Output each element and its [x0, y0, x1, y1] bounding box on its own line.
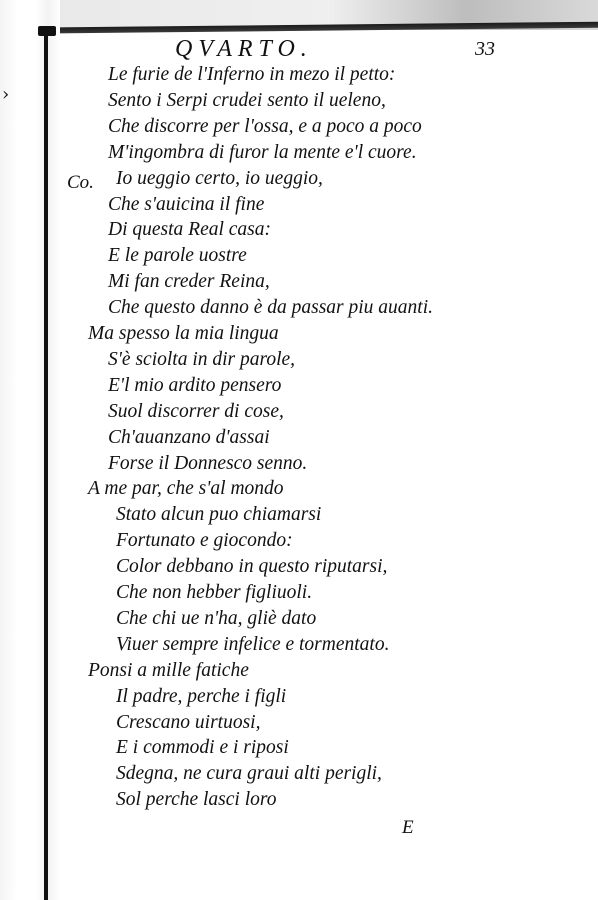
catchword: E: [402, 817, 414, 838]
verse-line: Color debbano in questo riputarsi,: [116, 556, 388, 578]
verse-line: Mi fan creder Reina,: [108, 271, 270, 293]
verse-line: E le parole uostre: [108, 245, 247, 267]
verse-line: E i commodi e i riposi: [116, 737, 289, 759]
verse-line: Ch'auanzano d'assai: [108, 426, 270, 448]
verse-line: Il padre, perche i figli: [116, 685, 287, 707]
verse-line: M'ingombra di furor la mente e'l cuore.: [108, 141, 417, 163]
verse-line: Di questa Real casa:: [108, 219, 272, 241]
verse-line: Le furie de l'Inferno in mezo il petto:: [108, 64, 396, 85]
verse-line: S'è sciolta in dir parole,: [108, 348, 296, 370]
book-spine-line: [44, 30, 48, 900]
verse-line: Stato alcun puo chiamarsi: [116, 504, 322, 526]
verse-line: Ma spesso la mia lingua: [88, 323, 279, 344]
speaker-label: Co.: [67, 172, 94, 193]
verse-line: Sdegna, ne cura graui alti perigli,: [116, 763, 382, 785]
verse-line: A me par, che s'al mondo: [88, 478, 284, 500]
book-gutter: [0, 0, 60, 900]
verse-line: Che s'auicina il fine: [108, 193, 265, 215]
verse-line: Crescano uirtuosi,: [116, 711, 261, 733]
verse-line: Viuer sempre infelice e tormentato.: [116, 633, 390, 655]
verse-line: Ponsi a mille fatiche: [88, 659, 249, 681]
verse-line: E'l mio ardito pensero: [108, 374, 282, 396]
verse-line: Forse il Donnesco senno.: [108, 452, 308, 474]
facing-page-mark: ›: [2, 84, 10, 105]
verse-line: Sento i Serpi crudei sento il ueleno,: [108, 89, 386, 111]
verse-line: Suol discorrer di cose,: [108, 400, 284, 422]
page-number: 33: [475, 38, 495, 60]
verse-line: Che non hebber figliuoli.: [116, 582, 313, 603]
verse-line: Io ueggio certo, io ueggio,: [116, 167, 323, 189]
running-head: QVARTO.: [175, 36, 313, 62]
verse-line: Sol perche lasci loro: [116, 789, 277, 811]
verse-line: Che chi ue n'ha, gliè dato: [116, 607, 317, 629]
verse-line: Fortunato e giocondo:: [116, 530, 293, 552]
verse-line: Che questo danno è da passar piu auanti.: [108, 297, 433, 319]
verse-line: Che discorre per l'ossa, e a poco a poco: [108, 115, 422, 137]
